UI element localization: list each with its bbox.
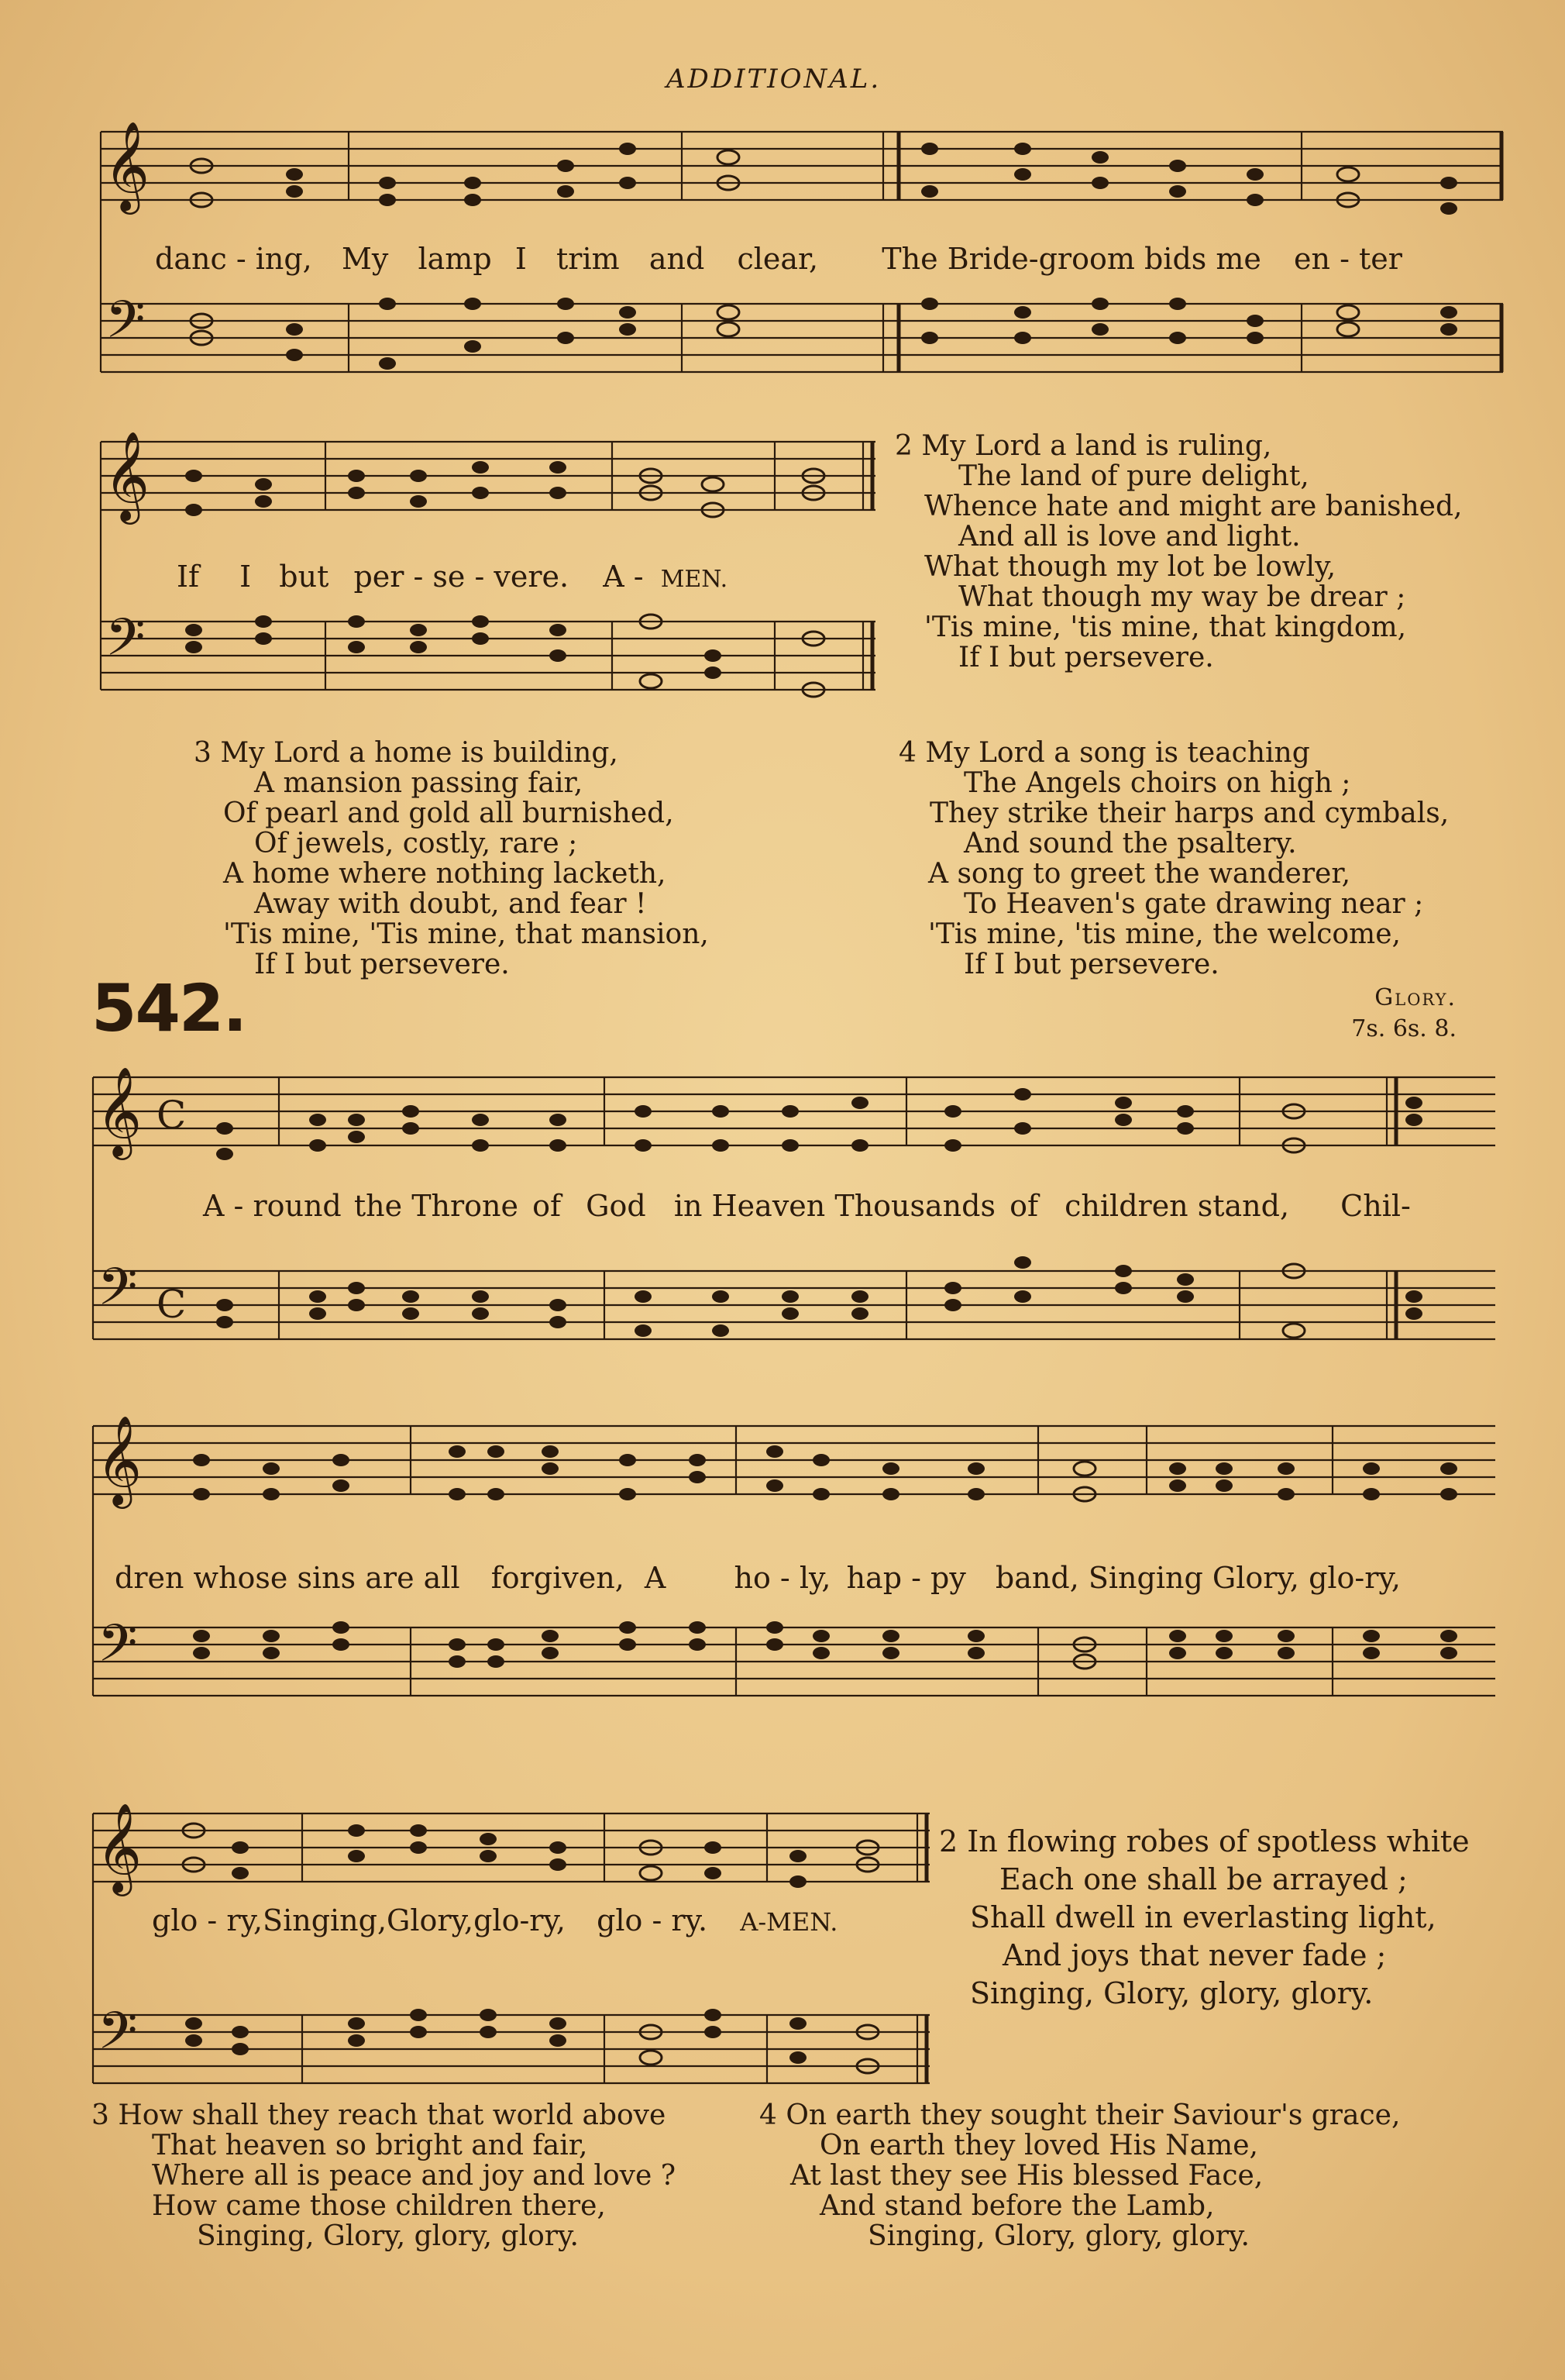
lyric-word: forgiven, — [490, 1561, 624, 1595]
verse-line: 2 In flowing robes of spotless white — [939, 1824, 1470, 1858]
lyric-word: Bride-groom — [947, 242, 1135, 276]
verse-2 — [939, 1823, 1470, 2013]
verse-2-previous — [895, 431, 1462, 673]
lyric-word: My — [341, 242, 389, 276]
lyric-word: Singing — [1088, 1561, 1203, 1595]
verse-line: If I but persevere. — [958, 642, 1214, 673]
verse-line: 2 My Lord a land is ruling, — [895, 430, 1272, 462]
lyric-word: of — [532, 1189, 562, 1223]
verse-line: 3 How shall they reach that world above — [91, 2099, 666, 2131]
verse-line: If I but persevere. — [254, 949, 510, 980]
lyric-word: God — [586, 1189, 646, 1223]
lyric-word: MEN. — [660, 566, 728, 593]
staff-system-5 — [85, 1782, 937, 2108]
verse-line: The Angels choirs on high ; — [964, 767, 1351, 799]
lyric-word: - — [1340, 242, 1350, 276]
verse-line: A mansion passing fair, — [254, 767, 583, 799]
lyric-word: A — [644, 1561, 666, 1595]
lyric-word: I — [514, 242, 527, 276]
meter: 7s. 6s. 8. — [1351, 1015, 1457, 1042]
lyric-word: trim — [556, 242, 620, 276]
lyric-word: A - round — [203, 1189, 342, 1223]
lyric-word: whose — [193, 1561, 288, 1595]
verse-line: Of pearl and gold all burnished, — [223, 797, 674, 829]
svg-text:𝄢: 𝄢 — [98, 1257, 138, 1329]
lyric-line-4 — [115, 1561, 1401, 1595]
lyric-word: glo - ry. — [597, 1903, 708, 1937]
lyric-word: clear, — [737, 242, 819, 276]
svg-text:𝄢: 𝄢 — [105, 608, 146, 680]
lyric-word: the — [353, 1189, 403, 1223]
lyric-word: Heaven — [711, 1189, 826, 1223]
svg-text:𝄞: 𝄞 — [96, 1066, 143, 1156]
verse-line: And joys that never fade ; — [1003, 1938, 1387, 1972]
verse-line: Shall dwell in everlasting light, — [970, 1900, 1436, 1934]
verse-line: 'Tis mine, 'Tis mine, that mansion, — [223, 918, 709, 950]
svg-text:𝄞: 𝄞 — [96, 1802, 143, 1893]
verse-line: They strike their harps and cymbals, — [930, 797, 1450, 829]
verse-line: And all is love and light. — [958, 521, 1301, 553]
staff-system-4 — [85, 1395, 1503, 1720]
lyric-word: lamp — [418, 242, 492, 276]
lyric-word: per - se - vere. — [353, 560, 569, 594]
verse-line: The land of pure delight, — [958, 460, 1309, 492]
lyric-word: sins — [297, 1561, 356, 1595]
lyric-word: A-MEN. — [740, 1907, 838, 1937]
lyric-word: Throne — [411, 1189, 519, 1223]
lyric-word: en — [1294, 242, 1330, 276]
svg-text:𝄞: 𝄞 — [104, 120, 150, 211]
lyric-word: dren — [115, 1561, 184, 1595]
lyric-word: all — [423, 1561, 460, 1595]
svg-text:𝄢: 𝄢 — [105, 290, 146, 362]
verse-line: Singing, Glory, glory, glory. — [868, 2220, 1250, 2252]
lyric-line-3 — [203, 1189, 1411, 1223]
verse-line: On earth they loved His Name, — [820, 2130, 1258, 2161]
verse-line: Where all is peace and joy and love ? — [152, 2160, 676, 2192]
lyric-word: glo-ry, — [473, 1903, 566, 1937]
verse-line: 'Tis mine, 'tis mine, the welcome, — [928, 918, 1401, 950]
verse-line: 4 On earth they sought their Saviour's grace, — [759, 2099, 1401, 2131]
lyric-word: Glory, — [387, 1903, 474, 1937]
lyric-word: ter — [1359, 242, 1402, 276]
lyric-word: glo-ry, — [1309, 1561, 1401, 1595]
lyric-word: but — [279, 560, 329, 594]
verse-line: That heaven so bright and fair, — [152, 2130, 588, 2161]
lyric-word: If — [177, 560, 200, 594]
svg-text:𝄞: 𝄞 — [96, 1414, 143, 1505]
verse-line: Each one shall be arrayed ; — [999, 1862, 1408, 1896]
lyric-word: band, — [995, 1561, 1079, 1595]
tune-info — [1351, 983, 1457, 1045]
lyric-word: Singing, — [263, 1903, 387, 1937]
lyric-word: A — [603, 560, 624, 594]
lyric-word: The — [882, 242, 938, 276]
lyric-word: hap - py — [846, 1561, 966, 1595]
lyric-word: ho - ly, — [734, 1561, 831, 1595]
verse-line: If I but persevere. — [964, 949, 1219, 980]
verse-line: Singing, Glory, glory, glory. — [970, 1976, 1374, 2010]
lyric-line-5 — [152, 1903, 838, 1937]
lyric-line-1 — [155, 242, 1402, 276]
verse-line: Away with doubt, and fear ! — [254, 888, 647, 920]
verse-3 — [91, 2100, 676, 2251]
verse-line: A song to greet the wanderer, — [928, 858, 1351, 890]
verse-line: Of jewels, costly, rare ; — [254, 828, 578, 859]
lyric-word: Thousands — [834, 1189, 996, 1223]
verse-line: What though my lot be lowly, — [924, 551, 1336, 583]
lyric-word: in — [673, 1189, 703, 1223]
verse-line: A home where nothing lacketh, — [223, 858, 666, 890]
lyric-word: danc - ing, — [155, 242, 312, 276]
svg-text:𝄢: 𝄢 — [98, 1614, 138, 1686]
lyric-word: children — [1065, 1189, 1188, 1223]
verse-line: And stand before the Lamb, — [820, 2190, 1215, 2222]
verse-line: And sound the psaltery. — [964, 828, 1297, 859]
lyric-word: stand, — [1197, 1189, 1290, 1223]
page-header: ADDITIONAL. — [666, 64, 882, 95]
verse-line: At last they see His blessed Face, — [790, 2160, 1264, 2192]
lyric-word: me — [1216, 242, 1261, 276]
lyric-word: Glory, — [1212, 1561, 1299, 1595]
verse-line: 3 My Lord a home is building, — [194, 737, 618, 769]
lyric-word: and — [648, 242, 705, 276]
verse-line: To Heaven's gate drawing near ; — [964, 888, 1424, 920]
verse-line: Whence hate and might are banished, — [924, 491, 1463, 522]
lyric-line-2 — [177, 560, 727, 594]
lyric-word: of — [1010, 1189, 1039, 1223]
lyric-word: are — [365, 1561, 414, 1595]
lyric-word: bids — [1144, 242, 1207, 276]
lyric-word: - — [633, 560, 644, 594]
verse-4-previous — [899, 738, 1449, 980]
hymn-number: 542. — [91, 970, 246, 1046]
verse-line: 4 My Lord a song is teaching — [899, 737, 1310, 769]
verse-line: How came those children there, — [152, 2190, 606, 2222]
lyric-word: Chil- — [1340, 1189, 1411, 1223]
verse-line: Singing, Glory, glory, glory. — [197, 2220, 579, 2252]
verse-4 — [759, 2100, 1400, 2251]
verse-3-previous — [194, 738, 709, 980]
lyric-word: I — [239, 560, 252, 594]
svg-text:C: C — [156, 1093, 187, 1138]
verse-line: What though my way be drear ; — [958, 581, 1406, 613]
svg-text:𝄞: 𝄞 — [104, 430, 150, 521]
tune-name: Glory. — [1374, 984, 1457, 1011]
lyric-word: glo - ry, — [152, 1903, 263, 1937]
svg-text:𝄢: 𝄢 — [98, 2001, 138, 2073]
verse-line: 'Tis mine, 'tis mine, that kingdom, — [924, 611, 1407, 643]
svg-text:C: C — [156, 1282, 187, 1327]
